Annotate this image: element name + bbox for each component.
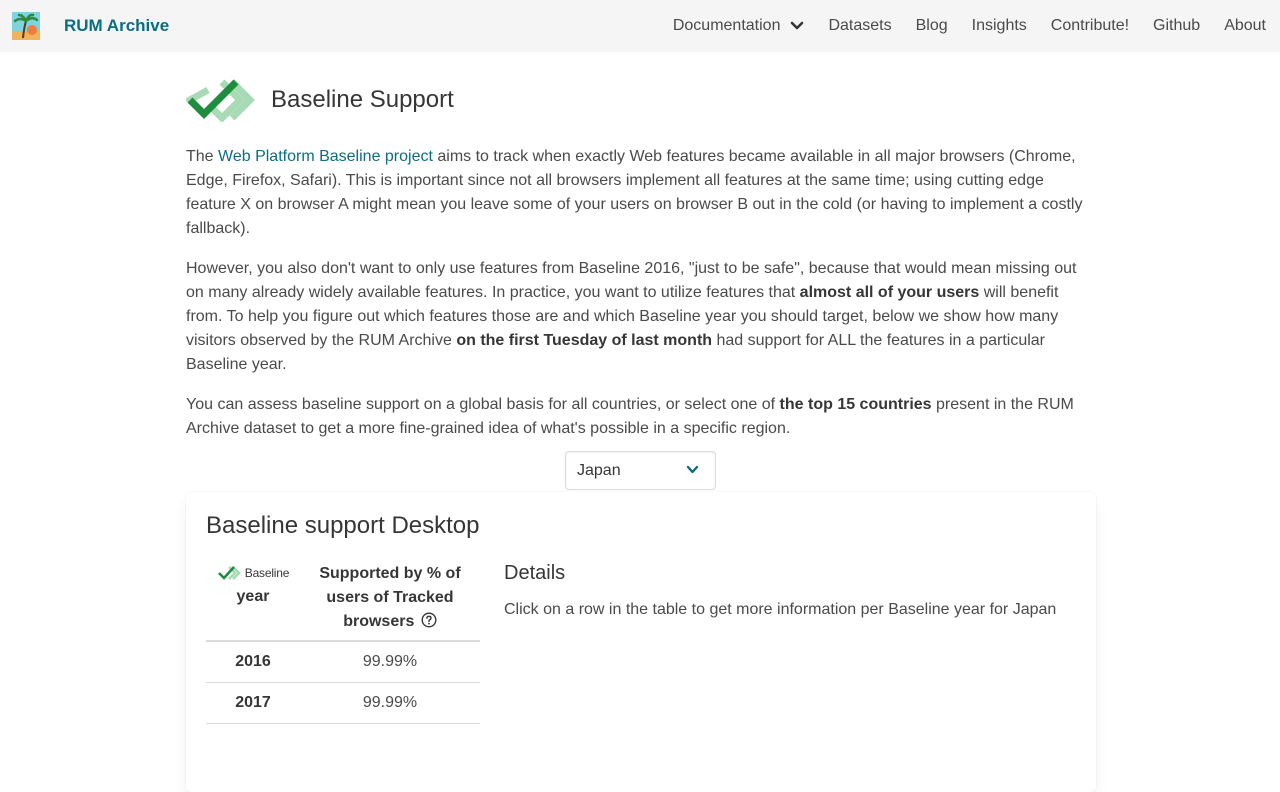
intro-text-start: The [186,148,219,165]
countries-bold: the top 15 countries [779,396,932,413]
title-row [186,78,1096,122]
nav-github[interactable]: Github [1153,17,1201,34]
countries-paragraph [186,393,1096,441]
chevron-down-icon [686,465,699,475]
countries-text-1: You can assess baseline support on a global basis for all countries, or select one of [186,396,780,413]
row-percentage: 99.99% [362,653,418,670]
header-year-label: year [236,588,270,605]
header-support-label: Supported by % of users of Tracked browsers [319,565,461,630]
page-title: Baseline Support [271,86,454,113]
baseline-desktop-card [186,492,1096,792]
baseline-project-link[interactable]: Web Platform Baseline project [218,148,433,165]
countries-text-2: present in the RUM Archive dataset to get a more fine-grained idea of what's possible in a specific region. [186,396,1074,437]
details-panel [504,562,1056,619]
header-support [300,558,480,640]
intro-text-end: aims to track when exactly Web features became available in all major browsers (Chrome, Edge, Firefox, Safari). This is important since not all browsers implement all features at the same time; using cutting edge feature X on browser A might mean you leave some of your users on browser B out in the cold (or having to implement a costly fallback). [186,148,1083,237]
row-year: 2017 [235,694,271,711]
nav-datasets[interactable]: Datasets [828,17,892,34]
usage-text-2: will benefit from. To help you figure out which features those are and which Baseline year you should target, below we show how many visitors observed by the RUM Archive [186,284,1059,349]
row-year: 2016 [235,653,271,670]
intro-paragraph [186,145,1096,241]
nav-insights[interactable]: Insights [971,17,1027,34]
table-row[interactable] [206,683,480,724]
nav-about[interactable]: About [1224,17,1266,34]
header-year [206,558,300,640]
table-row[interactable] [206,642,480,683]
baseline-badge [206,562,300,584]
main-content [186,52,1096,711]
usage-paragraph [186,257,1096,377]
nav-contribute[interactable]: Contribute! [1050,17,1130,34]
usage-text-1: However, you also don't want to only use features from Baseline 2016, "just to be safe", because that would mean missing out on many already widely available features. In practice, you want to utilize features that [186,260,1077,301]
nav-blog[interactable]: Blog [915,17,948,34]
nav-documentation-dropdown[interactable] [661,0,817,52]
usage-text-3: had support for ALL the features in a particular Baseline year. [186,332,1045,373]
baseline-mini-icon [217,565,241,581]
navbar [0,0,1280,52]
country-select-value[interactable]: Japan [577,461,621,479]
nav-documentation-label[interactable]: Documentation [672,17,781,34]
baseline-badge-label: Baseline [244,566,290,580]
usage-bold-2: on the first Tuesday of last month [456,332,713,349]
details-text: Click on a row in the table to get more information per Baseline year for Japan [504,601,1057,618]
brand-name[interactable]: RUM Archive [64,16,170,35]
table-header [206,558,480,642]
card-title: Baseline support Desktop [206,512,480,539]
nav-menu [661,0,1280,52]
chevron-down-icon [790,21,804,31]
usage-bold-1: almost all of your users [799,284,980,301]
row-percentage: 99.99% [362,694,418,711]
details-title: Details [504,562,566,584]
baseline-logo-icon [186,78,258,122]
brand-link[interactable] [0,0,169,52]
country-select[interactable] [565,451,716,490]
baseline-table [206,558,480,724]
palm-tree-logo-icon [12,12,40,40]
question-help-icon[interactable] [421,612,437,628]
